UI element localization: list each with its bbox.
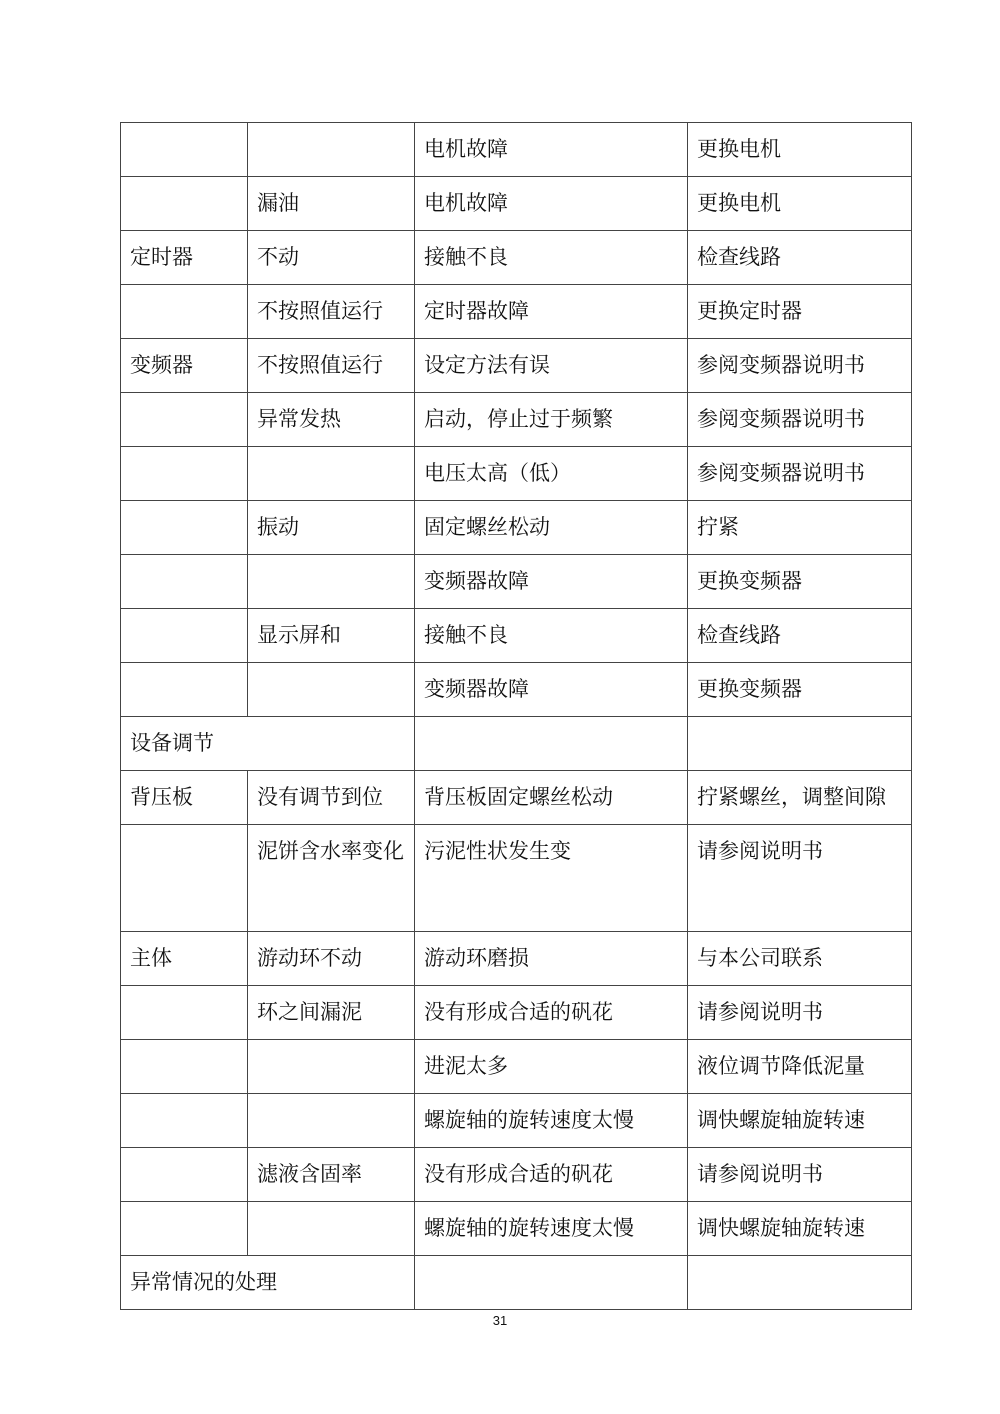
table-cell-c3: 变频器故障: [415, 663, 688, 717]
table-row: [121, 932, 912, 986]
table-cell-c1: 定时器: [121, 231, 248, 285]
table-cell-c2: [248, 1202, 415, 1256]
table-cell-c3: 电机故障: [415, 123, 688, 177]
table-cell-c4: 拧紧: [688, 501, 912, 555]
table-cell-c2: 泥饼含水率变化: [248, 825, 415, 932]
table-row: [121, 447, 912, 501]
table-cell-c1: [121, 393, 248, 447]
table-cell-c1: [121, 1202, 248, 1256]
table-cell-c3: 螺旋轴的旋转速度太慢: [415, 1202, 688, 1256]
table-cell-c2: [248, 663, 415, 717]
table-row: [121, 123, 912, 177]
table-cell-c3: 接触不良: [415, 231, 688, 285]
table-cell-c2: [248, 123, 415, 177]
table-cell-c3: 接触不良: [415, 609, 688, 663]
table-cell-c4: 更换变频器: [688, 663, 912, 717]
table-cell-c1: 主体: [121, 932, 248, 986]
table-cell-c3: 固定螺丝松动: [415, 501, 688, 555]
table-cell-c4: 拧紧螺丝，调整间隙: [688, 771, 912, 825]
table-cell-c2: 漏油: [248, 177, 415, 231]
table-cell-c1: [121, 123, 248, 177]
table-row: [121, 393, 912, 447]
table-cell-c3: 变频器故障: [415, 555, 688, 609]
table-cell-c2: [248, 555, 415, 609]
table-cell-c2: 环之间漏泥: [248, 986, 415, 1040]
table-cell-c4: 更换变频器: [688, 555, 912, 609]
table-row: [121, 501, 912, 555]
table-cell-c4: 检查线路: [688, 609, 912, 663]
table-cell-c4: 调快螺旋轴旋转速: [688, 1094, 912, 1148]
table-cell-c4: 参阅变频器说明书: [688, 339, 912, 393]
table-cell-c4: [688, 717, 912, 771]
table-cell-c3: 定时器故障: [415, 285, 688, 339]
table-cell-c3: [415, 717, 688, 771]
table-cell-c1: [121, 555, 248, 609]
table-cell-c4: 检查线路: [688, 231, 912, 285]
table-cell-c4: 请参阅说明书: [688, 825, 912, 932]
table-cell-c3: 电压太高（低）: [415, 447, 688, 501]
table-cell-c4: 请参阅说明书: [688, 986, 912, 1040]
table-cell-c2: 滤液含固率: [248, 1148, 415, 1202]
table-cell-c1: [121, 177, 248, 231]
page-number: 31: [492, 1313, 508, 1328]
table-cell-c4: 更换电机: [688, 123, 912, 177]
table-cell-c4: 更换电机: [688, 177, 912, 231]
table-cell-c2: 显示屏和: [248, 609, 415, 663]
table-cell-c4: 参阅变频器说明书: [688, 447, 912, 501]
table-cell-section: 异常情况的处理: [121, 1256, 415, 1310]
table-cell-c2: 游动环不动: [248, 932, 415, 986]
table-cell-c3: 背压板固定螺丝松动: [415, 771, 688, 825]
table-cell-c4: 参阅变频器说明书: [688, 393, 912, 447]
table-cell-c3: 设定方法有误: [415, 339, 688, 393]
table-cell-c3: 螺旋轴的旋转速度太慢: [415, 1094, 688, 1148]
table-row: [121, 825, 912, 932]
table-cell-c2: 不动: [248, 231, 415, 285]
table-cell-c1: 变频器: [121, 339, 248, 393]
table-row: [121, 609, 912, 663]
table-cell-c1: [121, 986, 248, 1040]
table-cell-c2: 振动: [248, 501, 415, 555]
table-cell-c1: [121, 663, 248, 717]
table-row: [121, 1202, 912, 1256]
table-row: [121, 1148, 912, 1202]
table-cell-c1: [121, 285, 248, 339]
table-cell-c4: 请参阅说明书: [688, 1148, 912, 1202]
table-cell-c2: [248, 447, 415, 501]
table-cell-c2: [248, 1040, 415, 1094]
table-row: [121, 1040, 912, 1094]
table-cell-c4: 更换定时器: [688, 285, 912, 339]
table-cell-c1: [121, 825, 248, 932]
table-row: [121, 339, 912, 393]
table-cell-c2: 异常发热: [248, 393, 415, 447]
table-cell-c1: [121, 447, 248, 501]
table-row: [121, 663, 912, 717]
table-row: [121, 771, 912, 825]
table-row: [121, 555, 912, 609]
table-row: [121, 285, 912, 339]
table-cell-c3: [415, 1256, 688, 1310]
table-cell-c3: 电机故障: [415, 177, 688, 231]
table-cell-c3: 没有形成合适的矾花: [415, 986, 688, 1040]
table-cell-c2: 不按照值运行: [248, 339, 415, 393]
table-row: [121, 231, 912, 285]
table-cell-c3: 进泥太多: [415, 1040, 688, 1094]
table-cell-c3: 游动环磨损: [415, 932, 688, 986]
table-cell-c4: 与本公司联系: [688, 932, 912, 986]
table-cell-c4: 液位调节降低泥量: [688, 1040, 912, 1094]
troubleshooting-table: [120, 122, 912, 1310]
table-cell-c2: [248, 1094, 415, 1148]
table-cell-c4: 调快螺旋轴旋转速: [688, 1202, 912, 1256]
table-cell-c3: 污泥性状发生变: [415, 825, 688, 932]
table-cell-c1: [121, 1040, 248, 1094]
table-cell-c1: [121, 609, 248, 663]
table-cell-c1: [121, 1148, 248, 1202]
table-cell-c3: 没有形成合适的矾花: [415, 1148, 688, 1202]
table-row: [121, 1094, 912, 1148]
table-row: [121, 986, 912, 1040]
table-cell-c2: 没有调节到位: [248, 771, 415, 825]
table-row: [121, 177, 912, 231]
table-cell-c2: 不按照值运行: [248, 285, 415, 339]
table-cell-c1: [121, 501, 248, 555]
table-cell-c4: [688, 1256, 912, 1310]
table-cell-c3: 启动，停止过于频繁: [415, 393, 688, 447]
table-row: [121, 717, 912, 771]
table-cell-section: 设备调节: [121, 717, 415, 771]
table-cell-c1: [121, 1094, 248, 1148]
table-cell-c1: 背压板: [121, 771, 248, 825]
table-row: [121, 1256, 912, 1310]
